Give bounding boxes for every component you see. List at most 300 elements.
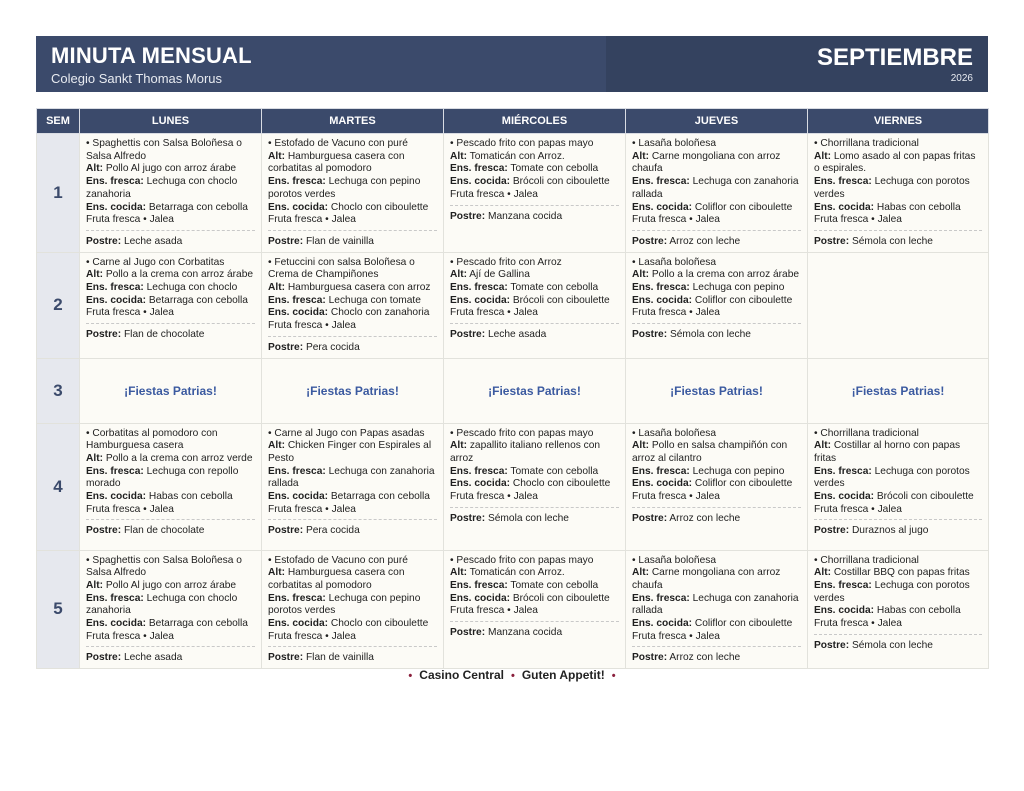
page-title: MINUTA MENSUAL (51, 43, 252, 68)
column-header-lunes: LUNES (80, 109, 262, 134)
dashed-divider (632, 507, 801, 508)
cooked-salad-label: Ens. cocida: (86, 201, 147, 213)
fresh-salad-label: Ens. fresca: (450, 282, 508, 294)
fruit-line-value: Fruta fresca • Jalea (450, 188, 538, 200)
alternative-dish (268, 567, 437, 592)
main-dish-value: • Pescado frito con Arroz (450, 256, 562, 268)
fresh-salad (814, 580, 982, 605)
week-number: 1 (37, 134, 80, 253)
cooked-salad (814, 605, 982, 618)
dessert-label: Postre: (86, 235, 122, 247)
alternative-dish (86, 163, 255, 176)
fruit-line-value: Fruta fresca • Jalea (632, 630, 720, 642)
main-dish (450, 138, 619, 151)
empty-day-cell (808, 252, 989, 358)
alternative-dish (632, 567, 801, 592)
fresh-salad (86, 282, 255, 295)
dessert-label: Postre: (268, 652, 304, 664)
fruit-line-value: Fruta fresca • Jalea (268, 630, 356, 642)
menu-table (36, 108, 989, 669)
dashed-divider (268, 230, 437, 231)
fresh-salad (814, 466, 982, 491)
dessert (86, 236, 255, 249)
cooked-salad-label: Ens. cocida: (86, 491, 147, 503)
dashed-divider (86, 519, 255, 520)
fresh-salad (632, 176, 801, 201)
footer-bullet: • (408, 670, 413, 682)
fresh-salad-value: Lechuga con choclo zanahoria (86, 176, 238, 200)
week-number: 4 (37, 423, 80, 550)
day-cell (262, 252, 444, 358)
day-cell (80, 252, 262, 358)
cooked-salad (268, 202, 437, 215)
fresh-salad (86, 593, 255, 618)
dashed-divider (632, 323, 801, 324)
fruit-line-value: Fruta fresca • Jalea (450, 491, 538, 503)
main-dish-value: • Estofado de Vacuno con puré (268, 138, 408, 149)
dessert (814, 640, 982, 653)
alternative-dish-value: Pollo a la crema con arroz árabe (651, 269, 800, 281)
day-menu (626, 134, 807, 252)
fresh-salad (268, 593, 437, 618)
fruit-line-value: Fruta fresca • Jalea (450, 605, 538, 617)
cooked-salad-value: Habas con cebolla (148, 491, 233, 503)
fresh-salad-label: Ens. fresca: (450, 465, 508, 477)
alternative-dish-value: Carne mongoliana con arroz chaufa (632, 150, 781, 175)
alternative-dish-label: Alt: (268, 567, 285, 579)
dessert-value: Sémola con leche (487, 512, 569, 524)
alternative-dish (86, 269, 255, 282)
fresh-salad-label: Ens. fresca: (450, 579, 508, 591)
fruit-line (814, 214, 982, 227)
week-row (37, 134, 989, 253)
cooked-salad (268, 307, 437, 320)
day-menu (262, 551, 443, 669)
main-dish (268, 138, 437, 151)
dashed-divider (450, 507, 619, 508)
dashed-divider (814, 634, 982, 635)
fresh-salad-value: Lechuga con zanahoria rallada (268, 465, 435, 490)
main-dish-value: • Lasaña boloñesa (632, 427, 717, 439)
fresh-salad (450, 580, 619, 593)
fruit-line (86, 631, 255, 644)
holiday-cell: ¡Fiestas Patrias! (626, 358, 808, 423)
dessert-value: Arroz con leche (669, 512, 741, 524)
dessert (814, 525, 982, 538)
main-dish (450, 257, 619, 270)
main-dish (268, 428, 437, 441)
alternative-dish-label: Alt: (86, 579, 103, 591)
fresh-salad-value: Tomate con cebolla (510, 163, 599, 175)
fresh-salad-label: Ens. fresca: (814, 579, 872, 591)
dashed-divider (450, 205, 619, 206)
dessert-value: Flan de chocolate (123, 329, 205, 341)
dessert-label: Postre: (632, 235, 668, 247)
alternative-dish-label: Alt: (632, 269, 649, 281)
main-dish-value: • Fetuccini con salsa Boloñesa o Crema de Champiñones (268, 256, 415, 281)
alternative-dish (632, 440, 801, 465)
day-cell (626, 550, 808, 669)
cooked-salad-label: Ens. cocida: (814, 605, 875, 617)
fruit-line (632, 214, 801, 227)
alternative-dish-label: Alt: (450, 567, 467, 579)
alternative-dish-label: Alt: (814, 440, 831, 452)
dashed-divider (268, 519, 437, 520)
day-menu (626, 424, 807, 529)
fresh-salad-label: Ens. fresca: (632, 176, 690, 188)
main-dish (632, 428, 801, 441)
dessert-value: Arroz con leche (669, 235, 741, 247)
dessert-label: Postre: (814, 525, 850, 537)
holiday-cell: ¡Fiestas Patrias! (262, 358, 444, 423)
fruit-line (814, 504, 982, 517)
day-cell (626, 423, 808, 550)
cooked-salad (450, 478, 619, 491)
main-dish (814, 428, 982, 441)
cooked-salad (86, 295, 255, 308)
fresh-salad-label: Ens. fresca: (268, 465, 326, 477)
fresh-salad-label: Ens. fresca: (814, 176, 872, 188)
month-title: SEPTIEMBRE (816, 44, 973, 71)
cooked-salad-value: Brócoli con ciboulette (876, 491, 974, 503)
dessert (268, 236, 437, 249)
dashed-divider (86, 230, 255, 231)
dessert (268, 342, 437, 355)
fruit-line-value: Fruta fresca • Jalea (268, 503, 356, 515)
fruit-line-value: Fruta fresca • Jalea (86, 630, 174, 642)
fruit-line-value: Fruta fresca • Jalea (268, 320, 356, 332)
alternative-dish-label: Alt: (814, 567, 831, 579)
day-cell (808, 550, 989, 669)
fresh-salad (450, 282, 619, 295)
week-row (37, 252, 989, 358)
fruit-line-value: Fruta fresca • Jalea (632, 214, 720, 226)
fresh-salad (86, 466, 255, 491)
main-dish (86, 138, 255, 163)
dessert (632, 329, 801, 342)
cooked-salad-label: Ens. cocida: (86, 294, 147, 306)
dessert-value: Leche asada (487, 329, 547, 341)
dashed-divider (268, 336, 437, 337)
main-dish (450, 555, 619, 568)
cooked-salad-value: Betarraga con cebolla (148, 201, 248, 213)
footer-bullet: • (510, 670, 515, 682)
dashed-divider (814, 519, 982, 520)
column-header-viernes: VIERNES (808, 109, 989, 134)
cooked-salad (268, 618, 437, 631)
fresh-salad-value: Lechuga con choclo zanahoria (86, 592, 238, 617)
fresh-salad-label: Ens. fresca: (86, 592, 144, 604)
alternative-dish (632, 151, 801, 176)
day-menu (808, 424, 988, 542)
alternative-dish (814, 567, 982, 580)
cooked-salad-label: Ens. cocida: (632, 201, 693, 213)
cooked-salad (86, 618, 255, 631)
cooked-salad-value: Betarraga con cebolla (148, 294, 248, 306)
alternative-dish-label: Alt: (268, 282, 285, 294)
fresh-salad-value: Lechuga con repollo morado (86, 465, 239, 490)
alternative-dish (86, 580, 255, 593)
fresh-salad-value: Lechuga con porotos verdes (814, 176, 970, 200)
cooked-salad-value: Habas con cebolla (876, 201, 961, 213)
dessert-value: Manzana cocida (487, 627, 563, 639)
alternative-dish-label: Alt: (268, 150, 285, 162)
dessert (268, 652, 437, 665)
week-number: 2 (37, 252, 80, 358)
dashed-divider (632, 230, 801, 231)
column-header-miercoles: MIÉRCOLES (444, 109, 626, 134)
fresh-salad (814, 176, 982, 201)
menu-page (36, 36, 988, 682)
week-row (37, 550, 989, 669)
day-cell (80, 423, 262, 550)
day-cell (808, 134, 989, 253)
cooked-salad-value: Brócoli con ciboulette (512, 592, 610, 604)
alternative-dish-value: Hamburguesa casera con corbatitas al pomodoro (268, 150, 405, 175)
main-dish (632, 138, 801, 151)
alternative-dish (632, 269, 801, 282)
fresh-salad-value: Tomate con cebolla (510, 282, 599, 294)
alternative-dish-label: Alt: (814, 150, 831, 162)
fresh-salad-label: Ens. fresca: (86, 465, 144, 477)
day-menu (626, 551, 807, 669)
fruit-line-value: Fruta fresca • Jalea (814, 618, 902, 630)
week-number: 3 (37, 358, 80, 423)
alternative-dish (450, 151, 619, 164)
day-menu (262, 424, 443, 542)
fresh-salad-value: Lechuga con pepino (692, 282, 785, 294)
dessert-value: Flan de vainilla (305, 235, 374, 247)
main-dish-value: • Lasaña boloñesa (632, 138, 717, 149)
dessert (86, 525, 255, 538)
cooked-salad-label: Ens. cocida: (268, 307, 329, 319)
main-dish-value: • Lasaña boloñesa (632, 554, 717, 566)
fresh-salad-label: Ens. fresca: (86, 176, 144, 188)
main-dish-value: • Carne al Jugo con Corbatitas (86, 256, 225, 268)
day-cell (444, 134, 626, 253)
cooked-salad-label: Ens. cocida: (814, 201, 875, 213)
header-banner (36, 36, 988, 92)
dessert-value: Flan de vainilla (305, 652, 374, 664)
fruit-line (450, 307, 619, 320)
day-cell (262, 550, 444, 669)
alternative-dish (268, 282, 437, 295)
day-cell (444, 423, 626, 550)
cooked-salad-value: Choclo con ciboulette (330, 201, 429, 213)
alternative-dish-label: Alt: (632, 440, 649, 452)
cooked-salad-label: Ens. cocida: (632, 478, 693, 490)
cooked-salad (86, 202, 255, 215)
cooked-salad-value: Coliflor con ciboulette (694, 478, 793, 490)
menu-body (37, 134, 989, 669)
fresh-salad (632, 466, 801, 479)
main-dish (86, 257, 255, 270)
day-cell (444, 252, 626, 358)
footer-greeting: Guten Appetit! (521, 668, 605, 682)
fresh-salad (450, 163, 619, 176)
fresh-salad-label: Ens. fresca: (632, 465, 690, 477)
table-header-row (37, 109, 989, 134)
fruit-line (268, 504, 437, 517)
dessert-label: Postre: (86, 329, 122, 341)
week-number: 5 (37, 550, 80, 669)
main-dish-value: • Spaghettis con Salsa Boloñesa o Salsa Alfredo (86, 554, 242, 579)
day-menu (626, 253, 807, 345)
school-name: Colegio Sankt Thomas Morus (51, 71, 223, 86)
day-menu (80, 551, 261, 669)
holiday-cell: ¡Fiestas Patrias! (808, 358, 989, 423)
main-dish (268, 257, 437, 282)
fresh-salad-label: Ens. fresca: (268, 294, 326, 306)
fruit-line-value: Fruta fresca • Jalea (450, 307, 538, 319)
alternative-dish-value: Costillar al horno con papas fritas (814, 440, 961, 464)
alternative-dish-value: Hamburguesa casera con corbatitas al pomodoro (268, 567, 405, 591)
fresh-salad-label: Ens. fresca: (632, 592, 690, 604)
fruit-line-value: Fruta fresca • Jalea (268, 214, 356, 226)
alternative-dish-value: Pollo a la crema con arroz verde (105, 452, 253, 464)
cooked-salad-value: Habas con cebolla (876, 605, 961, 617)
dessert-label: Postre: (632, 329, 668, 341)
dessert-value: Sémola con leche (669, 329, 751, 341)
cooked-salad (632, 618, 801, 631)
dessert-label: Postre: (86, 525, 122, 537)
cooked-salad-value: Choclo con zanahoria (330, 307, 430, 319)
dessert-value: Pera cocida (305, 341, 360, 353)
day-cell (444, 550, 626, 669)
cooked-salad (268, 491, 437, 504)
fruit-line-value: Fruta fresca • Jalea (814, 214, 902, 226)
alternative-dish-value: Pollo en salsa champiñón con arroz al cilantro (632, 440, 788, 464)
cooked-salad (814, 202, 982, 215)
cooked-salad-label: Ens. cocida: (632, 294, 693, 306)
day-menu (80, 253, 261, 345)
cooked-salad (450, 593, 619, 606)
dessert-value: Flan de chocolate (123, 525, 205, 537)
fruit-line-value: Fruta fresca • Jalea (632, 307, 720, 319)
fruit-line (450, 605, 619, 618)
alternative-dish (268, 440, 437, 465)
cooked-salad-label: Ens. cocida: (450, 478, 511, 490)
year-label: 2026 (950, 73, 973, 84)
fresh-salad (632, 593, 801, 618)
fruit-line (632, 491, 801, 504)
main-dish-value: • Pescado frito con papas mayo (450, 138, 594, 149)
fruit-line (632, 307, 801, 320)
fresh-salad-label: Ens. fresca: (268, 592, 326, 604)
day-menu (262, 253, 443, 358)
dessert (86, 652, 255, 665)
main-dish-value: • Pescado frito con papas mayo (450, 554, 594, 566)
main-dish (86, 428, 255, 453)
fruit-line (450, 189, 619, 202)
alternative-dish-value: Pollo Al jugo con arroz árabe (105, 163, 237, 175)
fresh-salad-label: Ens. fresca: (450, 163, 508, 175)
main-dish (814, 138, 982, 151)
alternative-dish (86, 453, 255, 466)
dashed-divider (86, 646, 255, 647)
main-dish-value: • Pescado frito con papas mayo (450, 427, 594, 439)
alternative-dish (814, 440, 982, 465)
holiday-cell: ¡Fiestas Patrias! (444, 358, 626, 423)
dessert-label: Postre: (450, 329, 486, 341)
cooked-salad-label: Ens. cocida: (450, 176, 511, 188)
fruit-line (86, 307, 255, 320)
column-header-jueves: JUEVES (626, 109, 808, 134)
day-cell (80, 550, 262, 669)
fresh-salad-label: Ens. fresca: (268, 176, 326, 188)
fresh-salad (268, 295, 437, 308)
day-menu (444, 253, 625, 345)
dessert-label: Postre: (268, 525, 304, 537)
alternative-dish-value: Hamburguesa casera con arroz (287, 282, 431, 294)
dashed-divider (450, 323, 619, 324)
day-cell (626, 134, 808, 253)
cooked-salad-value: Betarraga con cebolla (148, 618, 248, 630)
fruit-line-value: Fruta fresca • Jalea (632, 491, 720, 503)
alternative-dish-value: Tomaticán con Arroz. (469, 567, 565, 579)
main-dish (632, 257, 801, 270)
fresh-salad-label: Ens. fresca: (814, 465, 872, 477)
column-header-martes: MARTES (262, 109, 444, 134)
dessert (450, 329, 619, 342)
cooked-salad-value: Choclo con ciboulette (512, 478, 611, 490)
main-dish (450, 428, 619, 441)
alternative-dish-value: Ají de Gallina (469, 269, 530, 281)
fresh-salad (450, 466, 619, 479)
main-dish (268, 555, 437, 568)
fresh-salad-value: Lechuga con pepino (692, 465, 785, 477)
cooked-salad-value: Choclo con ciboulette (330, 618, 429, 630)
cooked-salad-value: Brócoli con ciboulette (512, 294, 610, 306)
alternative-dish (268, 151, 437, 176)
cooked-salad-label: Ens. cocida: (814, 491, 875, 503)
fresh-salad-value: Lechuga con porotos verdes (814, 465, 970, 490)
cooked-salad (86, 491, 255, 504)
footer-casino: Casino Central (419, 668, 504, 682)
alternative-dish-label: Alt: (450, 440, 467, 452)
main-dish-value: • Lasaña boloñesa (632, 256, 717, 268)
dessert (450, 513, 619, 526)
cooked-salad (632, 478, 801, 491)
dashed-divider (632, 646, 801, 647)
fruit-line (86, 504, 255, 517)
main-dish-value: • Chorrillana tradicional (814, 427, 919, 439)
dessert-label: Postre: (268, 341, 304, 353)
fresh-salad (268, 176, 437, 201)
dessert (632, 652, 801, 665)
fruit-line (268, 214, 437, 227)
cooked-salad-label: Ens. cocida: (632, 618, 693, 630)
week-row (37, 358, 989, 423)
dessert-label: Postre: (450, 512, 486, 524)
fruit-line (86, 214, 255, 227)
fresh-salad (86, 176, 255, 201)
main-dish-value: • Estofado de Vacuno con puré (268, 554, 408, 566)
cooked-salad (450, 295, 619, 308)
week-row (37, 423, 989, 550)
dessert-label: Postre: (268, 235, 304, 247)
fruit-line-value: Fruta fresca • Jalea (86, 214, 174, 226)
dessert-label: Postre: (450, 627, 486, 639)
fresh-salad-value: Lechuga con tomate (328, 294, 421, 306)
dessert-label: Postre: (450, 210, 486, 222)
alternative-dish-label: Alt: (450, 150, 467, 162)
alternative-dish-value: Carne mongoliana con arroz chaufa (632, 567, 781, 591)
day-cell (626, 252, 808, 358)
alternative-dish-label: Alt: (86, 163, 103, 175)
dessert (268, 525, 437, 538)
dessert (814, 236, 982, 249)
